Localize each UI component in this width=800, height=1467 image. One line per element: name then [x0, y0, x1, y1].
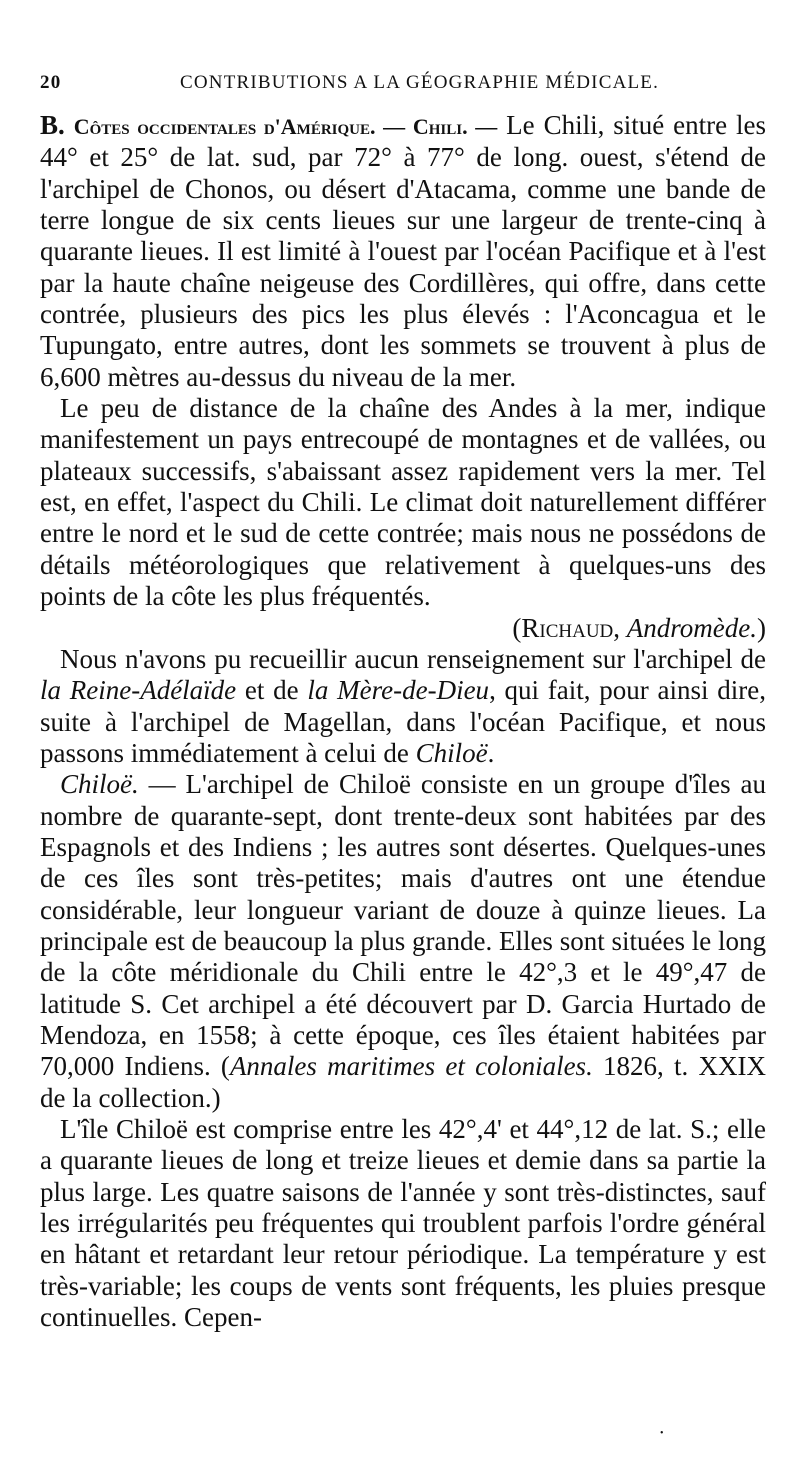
paragraph-text: 1826, t. XXIX de la collection.): [40, 1051, 766, 1113]
running-title: CONTRIBUTIONS A LA GÉOGRAPHIE MÉDICALE.: [180, 72, 660, 93]
paragraph-chiloe: [40, 769, 766, 1114]
paragraph-archipel: [40, 644, 766, 769]
page-header: [40, 72, 760, 102]
citation-work: Andromède.: [626, 612, 757, 643]
paragraph-text: .: [487, 737, 495, 768]
page-mark: •: [660, 1428, 664, 1439]
paragraph-text: — L'archipel de Chiloë consiste en un groupe d'îles au nombre de quarante-sept, dont trente-deux sont habitées par des Espagnols et des Indiens ; les autres sont désertes. Quelques-unes de ces îles sont très-petites; mais d'autres ont une étendue considérable, leur longueur variant de douze à quinze lieues. La principale est de beaucoup la plus grande. Elles sont situées le long de la côte méridionale du Chili entre le 42°,3 et le 49°,47 de latitude S. Cet archipel a été découvert par D. Garcia Hurtado de Mendoza, en 1558; à cette époque, ces îles étaient habitées par 70,000 Indiens. (: [40, 769, 766, 1082]
citation-richaud: [40, 613, 766, 644]
paragraph-chili: [40, 110, 766, 393]
italic-place: la Reine-Adélaïde: [40, 675, 237, 706]
page-number: 20: [40, 72, 62, 93]
paragraph-andes: Le peu de distance de la chaîne des Andes à la mer, indique manifestement un pays entrecoupé de montagnes et de vallées, ou plateaux successifs, s'abaissant assez rapidement vers la mer. Tel est, en effet, l'aspect du Chili. Le climat doit naturellement différer entre le nord et le sud de cette contrée; mais nous ne possédons de détails météorologiques que relativement à quelques-uns des points de la côte les plus fréquentés.: [40, 393, 766, 612]
citation-open: (: [512, 612, 522, 643]
body-text: [40, 110, 766, 1333]
paragraph-text: et de: [236, 675, 308, 706]
paragraph-text: Le Chili, situé entre les 44° et 25° de lat. sud, par 72° à 77° de long. ouest, s'étend de l'archipel de Chonos, ou désert d'Atacama, comme une bande de terre longue de six cents lieues sur une largeur de trente-cinq à quarante lieues. Il est limité à l'ouest par l'océan Pacifique et à l'est par la haute chaîne neigeuse des Cordillères, qui offre, dans cette contrée, plusieurs des pics les plus élevés : l'Aconcagua et le Tupungato, entre autres, dont les sommets se trouvent à plus de 6,600 mètres au-dessus du niveau de la mer.: [40, 110, 767, 392]
italic-place: Chiloë: [415, 737, 488, 768]
section-heading: Côtes occidentales d'Amérique. — Chili. —: [73, 114, 498, 139]
paragraph-ile-chiloe: L'île Chiloë est comprise entre les 42°,4' et 44°,12 de lat. S.; elle a quarante lieues de long et treize lieues et demie dans sa partie la plus large. Les quatre saisons de l'année y sont très-distinctes, sauf les irrégularités peu fréquentes qui troublent parfois l'ordre général en hâtant et retardant leur retour périodique. La température y est très-variable; les coups de vents sont fréquents, les pluies presque continuelles. Cepen-: [40, 1114, 766, 1333]
paragraph-text: Nous n'avons pu recueillir aucun renseignement sur l'archipel de: [60, 643, 766, 674]
citation-separator: ,: [613, 612, 627, 643]
citation-close: ): [757, 612, 766, 643]
section-letter: B.: [40, 110, 65, 140]
italic-heading: Chiloë.: [60, 769, 139, 800]
italic-source: Annales maritimes et coloniales.: [229, 1051, 593, 1082]
italic-place: la Mère-de-Dieu: [307, 675, 490, 706]
paragraph-text: , qui fait, pour ainsi dire, suite à l'archipel de Magellan, dans l'océan Pacifique, et nous passons immédiatement à celui de: [40, 675, 766, 768]
citation-author: Richaud: [521, 612, 614, 643]
